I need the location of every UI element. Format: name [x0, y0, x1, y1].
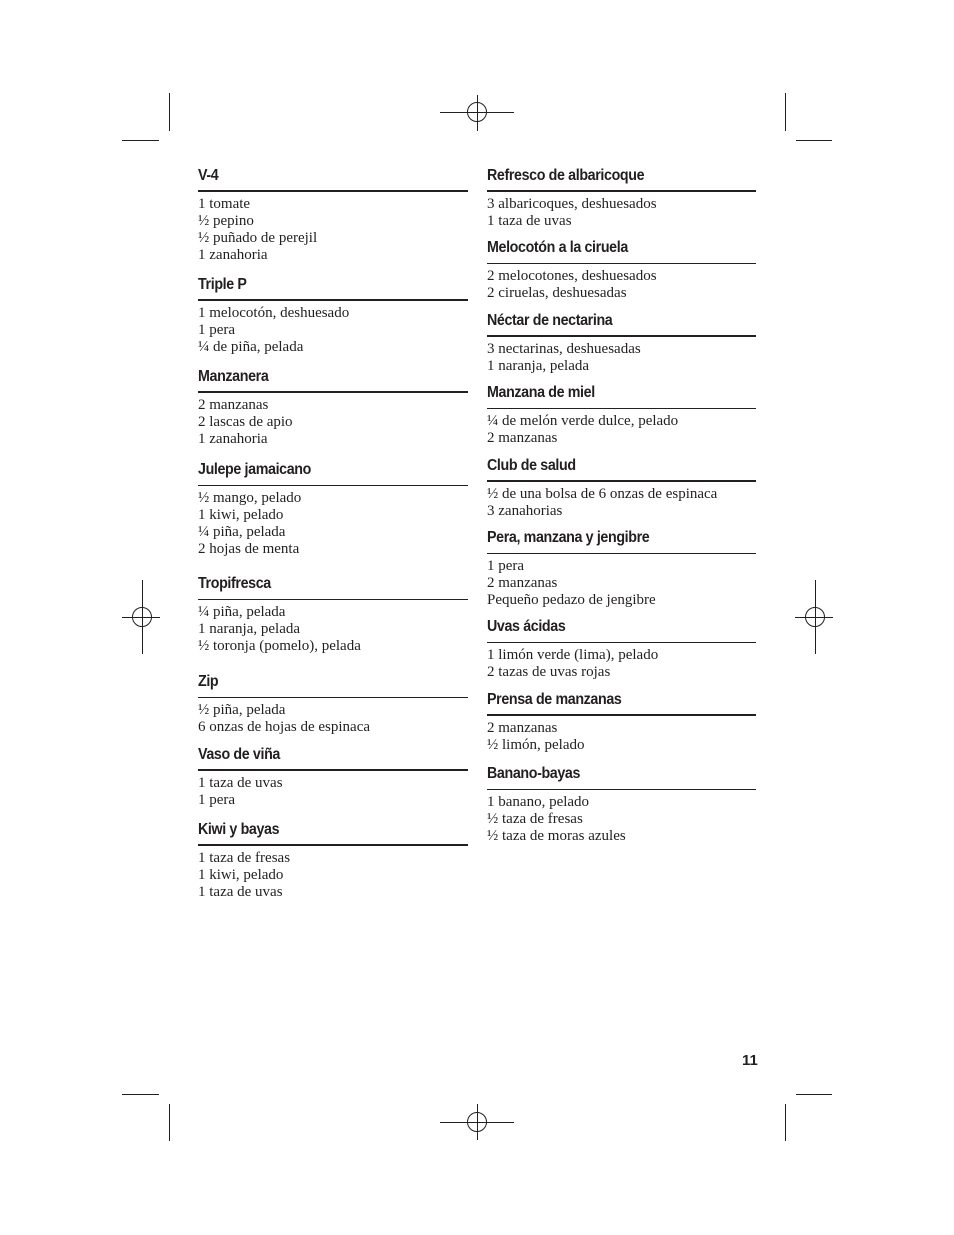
recipe-tropifresca: [198, 575, 468, 655]
ingredient: ½ pepino: [198, 213, 254, 229]
ingredient: 3 nectarinas, deshuesadas: [487, 341, 641, 357]
ingredient: ¼ de piña, pelada: [198, 339, 304, 355]
ingredient: ½ piña, pelada: [198, 702, 286, 718]
recipe-v4: [198, 167, 468, 264]
recipe-julepe-jamaicano: [198, 461, 468, 558]
recipe-uvas-acidas: [487, 618, 756, 681]
ingredient: 1 taza de uvas: [198, 775, 283, 791]
recipe-melocoton-a-la-ciruela: [487, 239, 756, 302]
recipe-title: Club de salud: [487, 457, 576, 474]
recipe-triple-p: [198, 276, 468, 356]
recipe-title: Uvas ácidas: [487, 618, 566, 635]
recipe-title: Néctar de nectarina: [487, 312, 613, 329]
ingredient: 3 zanahorias: [487, 503, 563, 519]
ingredient: ¼ piña, pelada: [198, 604, 286, 620]
recipe-vaso-de-vina: [198, 746, 468, 809]
recipe-title: Refresco de albaricoque: [487, 167, 645, 184]
recipe-refresco-de-albaricoque: [487, 167, 756, 230]
ingredient: ½ taza de fresas: [487, 811, 583, 827]
recipe-title: V-4: [198, 167, 219, 184]
recipe-title: Manzanera: [198, 368, 269, 385]
recipe-pera-manzana-y-jengibre: [487, 529, 756, 609]
ingredient: 1 pera: [198, 322, 236, 338]
ingredient: ½ taza de moras azules: [487, 828, 626, 844]
recipe-zip: [198, 673, 468, 736]
ingredient: 2 melocotones, deshuesados: [487, 268, 657, 284]
ingredient: 2 manzanas: [198, 397, 269, 413]
recipe-manzana-de-miel: [487, 384, 756, 447]
ingredient: 1 taza de fresas: [198, 850, 291, 866]
ingredient: ½ toronja (pomelo), pelada: [198, 638, 361, 654]
ingredient: 2 manzanas: [487, 575, 558, 591]
ingredient: 2 hojas de menta: [198, 541, 300, 557]
recipe-title: Banano-bayas: [487, 765, 581, 782]
ingredient: 1 kiwi, pelado: [198, 507, 284, 523]
ingredient: 2 manzanas: [487, 720, 558, 736]
recipe-title: Vaso de viña: [198, 746, 280, 763]
ingredient: 2 manzanas: [487, 430, 558, 446]
ingredient: 1 naranja, pelada: [198, 621, 301, 637]
recipe-title: Manzana de miel: [487, 384, 595, 401]
recipe-title: Tropifresca: [198, 575, 271, 592]
ingredient: 1 kiwi, pelado: [198, 867, 284, 883]
ingredient: 1 pera: [198, 792, 236, 808]
ingredient: 2 tazas de uvas rojas: [487, 664, 611, 680]
ingredient: 1 pera: [487, 558, 525, 574]
ingredient: 6 onzas de hojas de espinaca: [198, 719, 371, 735]
recipe-nectar-de-nectarina: [487, 312, 756, 375]
recipe-title: Julepe jamaicano: [198, 461, 312, 478]
ingredient: ½ limón, pelado: [487, 737, 585, 753]
recipe-title: Melocotón a la ciruela: [487, 239, 628, 256]
recipe-manzanera: [198, 368, 468, 448]
ingredient: 1 zanahoria: [198, 247, 268, 263]
recipe-club-de-salud: [487, 457, 756, 520]
ingredient: 1 zanahoria: [198, 431, 268, 447]
ingredient: 1 taza de uvas: [487, 213, 572, 229]
ingredient: 1 tomate: [198, 196, 251, 212]
ingredient: 2 ciruelas, deshuesadas: [487, 285, 627, 301]
recipe-kiwi-y-bayas: [198, 821, 468, 901]
ingredient: Pequeño pedazo de jengibre: [487, 592, 656, 608]
ingredient: ¼ de melón verde dulce, pelado: [487, 413, 679, 429]
recipe-title: Pera, manzana y jengibre: [487, 529, 650, 546]
ingredient: 1 limón verde (lima), pelado: [487, 647, 659, 663]
ingredient: ¼ piña, pelada: [198, 524, 286, 540]
recipe-title: Triple P: [198, 276, 247, 293]
ingredient: 1 banano, pelado: [487, 794, 590, 810]
ingredient: ½ de una bolsa de 6 onzas de espinaca: [487, 486, 718, 502]
ingredient: ½ puñado de perejil: [198, 230, 318, 246]
recipe-banano-bayas: [487, 765, 756, 845]
recipe-prensa-de-manzanas: [487, 691, 756, 754]
recipe-title: Kiwi y bayas: [198, 821, 280, 838]
ingredient: 1 taza de uvas: [198, 884, 283, 900]
ingredient: 1 melocotón, deshuesado: [198, 305, 350, 321]
recipe-title: Zip: [198, 673, 219, 690]
recipe-title: Prensa de manzanas: [487, 691, 622, 708]
ingredient: 2 lascas de apio: [198, 414, 293, 430]
ingredient: 3 albaricoques, deshuesados: [487, 196, 657, 212]
ingredient: ½ mango, pelado: [198, 490, 302, 506]
page-number: 11: [742, 1052, 758, 1069]
ingredient: 1 naranja, pelada: [487, 358, 590, 374]
